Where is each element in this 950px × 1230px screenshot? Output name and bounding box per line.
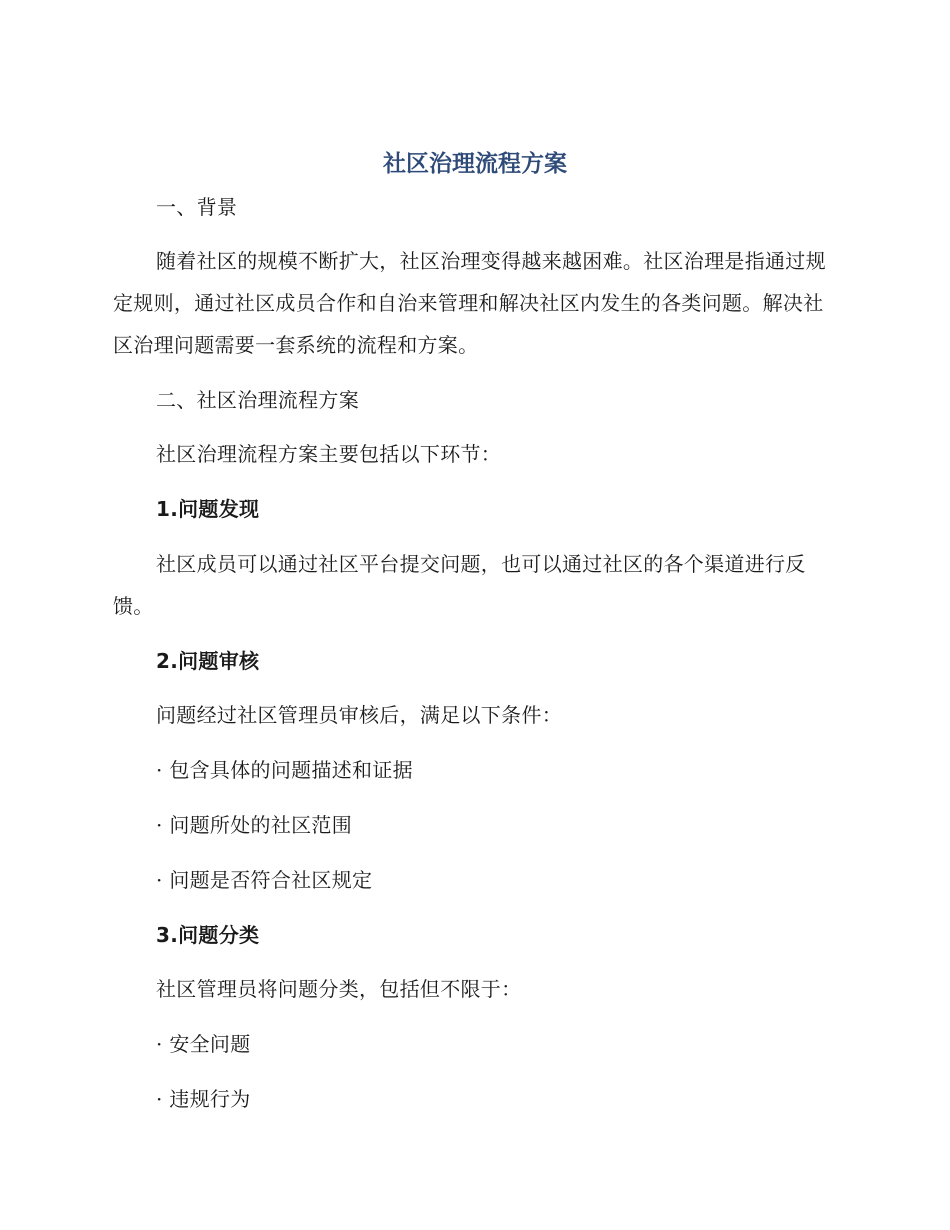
bullet-item: · 问题所处的社区范围 [156,813,353,837]
step-1-heading: 1.问题发现 [156,497,260,521]
bullet-item: · 违规行为 [156,1087,251,1111]
bullet-item: · 问题是否符合社区规定 [156,868,373,892]
bullet-item: · 包含具体的问题描述和证据 [156,758,413,782]
step-1-paragraph: 社区成员可以通过社区平台提交问题，也可以通过社区的各个渠道进行反馈。 [113,552,806,618]
section-heading-background: 一、背景 [156,195,238,219]
bullet-item: · 安全问题 [156,1032,251,1056]
section-heading-process: 二、社区治理流程方案 [156,388,359,412]
step-2-heading: 2.问题审核 [156,649,260,673]
step-2-paragraph: 问题经过社区管理员审核后，满足以下条件： [156,703,562,727]
step-3-paragraph: 社区管理员将问题分类，包括但不限于： [156,977,522,1001]
document-title: 社区治理流程方案 [383,151,567,177]
background-paragraph: 随着社区的规模不断扩大，社区治理变得越来越困难。社区治理是指通过规定规则，通过社区成员合作和自治来管理和解决社区内发生的各类问题。解决社区治理问题需要一套系统的流程和方案。 [113,249,826,357]
step-3-heading: 3.问题分类 [156,923,260,947]
process-intro-paragraph: 社区治理流程方案主要包括以下环节： [156,442,502,466]
